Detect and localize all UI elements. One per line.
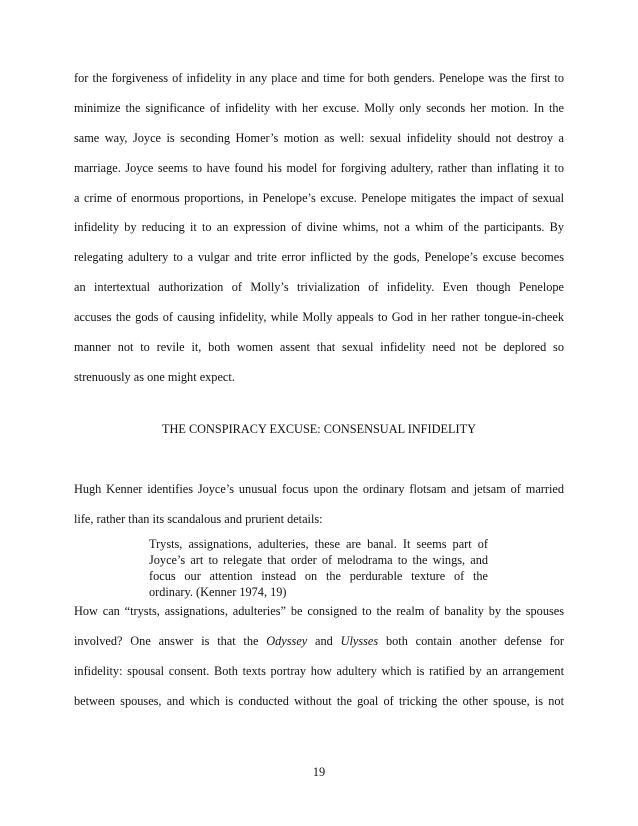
title-ulysses: Ulysses — [340, 633, 379, 648]
quote-line: Trysts, assignations, adulteries, these are banal. It seems part of — [149, 537, 488, 551]
body-paragraph-spousal-consent — [74, 597, 564, 717]
title-odyssey: Odyssey — [266, 633, 308, 648]
quote-line: Joyce’s art to relegate that order of melodrama to the wings, and — [149, 553, 488, 567]
text-line: Hugh Kenner identifies Joyce’s unusual focus upon the ordinary flotsam and jetsam of married — [74, 482, 564, 496]
text-line: minimize the significance of infidelity with her excuse. Molly only seconds her motion. In the — [74, 100, 564, 115]
quote-line: focus our attention instead on the perdurable texture of the — [149, 569, 488, 583]
text-line: same way, Joyce is seconding Homer’s motion as well: sexual infidelity should not destroy a — [74, 130, 564, 145]
text-line — [74, 627, 564, 657]
text-line: relegating adultery to a vulgar and trite error inflicted by the gods, Penelope’s excuse becomes — [74, 250, 564, 265]
text-line: infidelity by reducing it to an expression of divine whims, not a whim of the participants. By — [74, 220, 564, 235]
body-paragraph-kenner-intro — [74, 475, 564, 535]
body-paragraph-penelope-excuse — [74, 64, 564, 393]
page-number: 19 — [312, 765, 326, 779]
text-line: accuses the gods of causing infidelity, while Molly appeals to God in her rather tongue-in-cheek — [74, 310, 564, 325]
text-line: between spouses, and which is conducted without the goal of tricking the other spouse, is not — [74, 693, 564, 708]
text-line: strenuously as one might expect. — [74, 369, 235, 384]
text-segment: and — [307, 633, 341, 648]
text-line: an intertextual authorization of Molly’s trivialization of infidelity. Even though Penelope — [74, 280, 564, 295]
text-line: How can “trysts, assignations, adulteries” be consigned to the realm of banality by the spouses — [74, 604, 564, 618]
text-line: a crime of enormous proportions, in Penelope’s excuse. Penelope mitigates the impact of sexual — [74, 190, 564, 205]
quote-line: ordinary. (Kenner 1974, 19) — [149, 585, 287, 599]
block-quote-kenner — [149, 536, 488, 600]
section-heading: THE CONSPIRACY EXCUSE: CONSENSUAL INFIDELITY — [161, 422, 477, 436]
text-segment: both contain another defense for — [378, 633, 564, 648]
text-line: for the forgiveness of infidelity in any place and time for both genders. Penelope was the first to — [74, 71, 564, 85]
text-line: life, rather than its scandalous and prurient details: — [74, 511, 323, 526]
text-segment: involved? One answer is that the — [74, 633, 267, 648]
text-line: marriage. Joyce seems to have found his model for forgiving adultery, rather than inflating it to — [74, 160, 564, 175]
text-line: manner not to revile it, both women assent that sexual infidelity need not be deplored so — [74, 340, 564, 355]
text-line: infidelity: spousal consent. Both texts portray how adultery which is ratified by an arrangement — [74, 663, 564, 678]
